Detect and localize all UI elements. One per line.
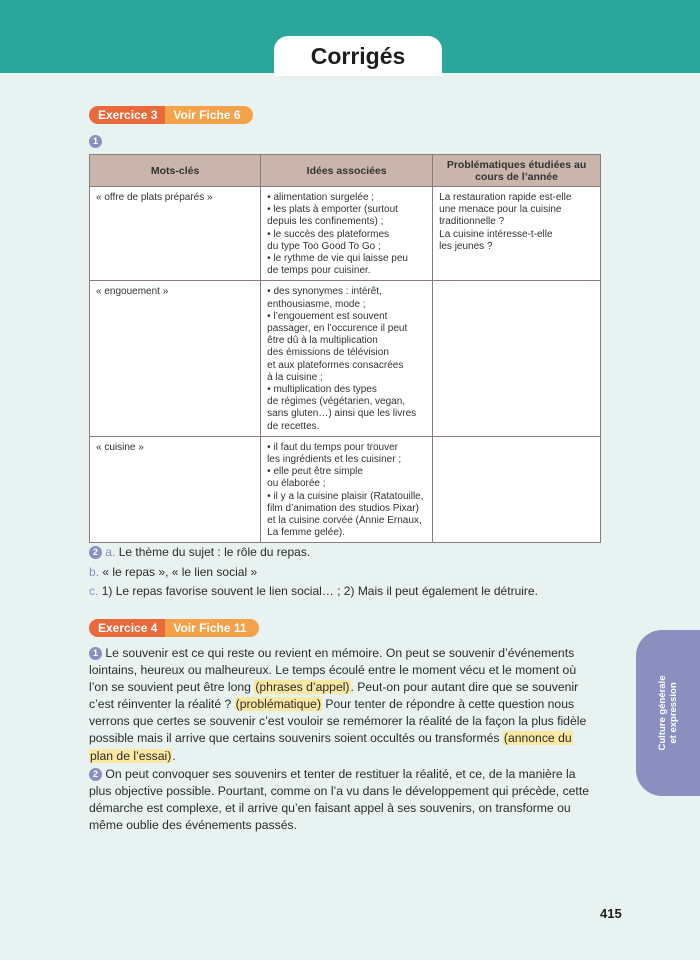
problematiques-cell	[433, 187, 601, 281]
idea-line: • les plats à emporter (surtout	[267, 204, 398, 216]
answer-b-label: b.	[89, 564, 100, 579]
text-line	[89, 748, 602, 765]
idea-line: enthousiasme, mode ;	[267, 298, 366, 310]
idea-line: • l’engouement est souvent	[267, 310, 388, 322]
text-line	[89, 766, 602, 783]
answer-b-text: « le repas », « le lien social »	[102, 564, 258, 579]
answer-c-label: c.	[89, 584, 99, 598]
idea-line: et la cuisine corvée (Annie Ernaux,	[267, 515, 422, 527]
idea-line: • le rythme de vie qui laisse peu	[267, 253, 408, 265]
idea-line: de recettes.	[267, 420, 320, 432]
answer-c	[89, 582, 538, 602]
exercise-4-label: Exercice 4	[89, 619, 165, 637]
text-line: démarche est complexe, et il arrive qu’en faisant appel à ses souvenirs, on transforme ou	[89, 801, 571, 816]
exercise-4-fiche-link[interactable]: Voir Fiche 11	[165, 619, 258, 637]
answer-a-label: a.	[105, 545, 116, 559]
page-number: 415	[600, 906, 622, 921]
problematique-line: traditionnelle ?	[439, 216, 505, 228]
text-line: plus objective possible. Pourtant, comme on l’a vu dans le développement qui précède, cette	[89, 784, 589, 799]
text-span: Le souvenir est ce qui reste ou revient en mémoire. On peut se souvenir d’événements	[105, 646, 575, 660]
idea-line: à la cuisine ;	[267, 371, 323, 383]
idea-line: ou élaborée ;	[267, 478, 326, 490]
idea-line: être dû à la multiplication	[267, 335, 378, 347]
keyword-cell: « engouement »	[90, 281, 261, 436]
idea-line: • il faut du temps pour trouver	[267, 441, 398, 453]
idea-line: de temps pour cuisiner.	[267, 265, 371, 277]
idea-line: La femme gelée).	[267, 527, 345, 539]
empty-cell	[433, 281, 601, 436]
table-row	[90, 436, 601, 543]
question-1-badge: 1	[89, 135, 102, 148]
exercise-3-tag	[89, 106, 253, 124]
highlight-problematique: (problématique)	[235, 697, 322, 712]
idea-line: les ingrédients et les cuisiner ;	[267, 454, 402, 466]
idea-line: film d’animation des studios Pixar)	[267, 502, 419, 514]
text-span: possible mais il arrive que certains souvenirs soient occultés ou transformés	[89, 731, 503, 746]
text-span: . Peut-on pour autant dire que se souvenir	[350, 680, 579, 695]
side-label-line-1: Culture générale	[657, 675, 668, 751]
problematique-line: une menace pour la cuisine	[439, 204, 562, 216]
highlight-phrases-appel: (phrases d’appel)	[255, 680, 350, 695]
header-problematiques	[433, 155, 601, 187]
exercise-3-label: Exercice 3	[89, 106, 165, 124]
header-ideas: Idées associées	[261, 155, 433, 187]
keyword-cell: « cuisine »	[90, 436, 261, 543]
header-keywords: Mots-clés	[90, 155, 261, 187]
question-1-badge: 1	[89, 647, 102, 660]
text-line	[89, 679, 602, 696]
text-line	[89, 730, 602, 747]
ideas-cell	[261, 281, 433, 436]
idea-line: depuis les confinements) ;	[267, 216, 384, 228]
table-header-row	[90, 155, 601, 187]
exercise-4-tag	[89, 619, 259, 637]
empty-cell	[433, 436, 601, 543]
exercise-4-paragraph-2	[89, 766, 602, 834]
idea-line: du type Too Good To Go ;	[267, 240, 381, 252]
question-2-badge: 2	[89, 768, 102, 781]
ideas-cell	[261, 436, 433, 543]
idea-line: et aux plateformes consacrées	[267, 359, 404, 371]
idea-line: • des synonymes : intérêt,	[267, 286, 382, 298]
answer-a	[89, 543, 538, 563]
idea-line: des émissions de télévision	[267, 347, 389, 359]
table-row	[90, 187, 601, 281]
idea-line: • multiplication des types	[267, 384, 377, 396]
keyword-cell: « offre de plats préparés »	[90, 187, 261, 281]
answer-a-text: Le thème du sujet : le rôle du repas.	[118, 545, 311, 559]
text-line: même oublie des événements passés.	[89, 818, 297, 833]
text-line	[89, 696, 602, 713]
text-line	[89, 645, 602, 662]
exercise-4-paragraph-1	[89, 645, 602, 765]
answer-c-text: 1) Le repas favorise souvent le lien social… ; 2) Mais il peut également le détruire.	[101, 584, 538, 598]
exercise-3-answers	[89, 543, 538, 602]
question-2-badge: 2	[89, 546, 102, 559]
idea-line: • alimentation surgelée ;	[267, 192, 375, 203]
text-span: Pour tenter de répondre à cette question nous	[322, 697, 575, 712]
exercise-3-fiche-link[interactable]: Voir Fiche 6	[165, 106, 252, 124]
text-span: On peut convoquer ses souvenirs et tenter de restituer la réalité, et ce, de la manière la	[105, 767, 576, 781]
side-label-line-2: et expression	[668, 682, 679, 744]
idea-line: de régimes (végétarien, vegan,	[267, 396, 406, 408]
idea-line: passager, en l’occurence il peut	[267, 323, 408, 335]
idea-line: • il y a la cuisine plaisir (Ratatouille,	[267, 490, 424, 502]
chapter-side-label	[657, 676, 679, 751]
idea-line: • elle peut être simple	[267, 466, 363, 478]
idea-line: sans gluten…) ainsi que les livres	[267, 408, 417, 420]
text-line: lointains, heureux ou malheureux. Le temps écoulé entre le moment vécu et le moment où	[89, 663, 577, 678]
problematique-line: les jeunes ?	[439, 240, 493, 252]
idea-line: • le succès des plateformes	[267, 228, 390, 240]
problematique-line: La cuisine intéresse-t-elle	[439, 228, 553, 240]
problematique-line: La restauration rapide est-elle	[439, 192, 572, 203]
page-title: Corrigés	[274, 36, 442, 76]
table-row	[90, 281, 601, 436]
ideas-cell	[261, 187, 433, 281]
answer-b	[89, 563, 538, 583]
keywords-table	[89, 154, 601, 543]
highlight-annonce-plan: plan de l’essai)	[90, 748, 172, 763]
highlight-annonce-plan: (annonce du	[503, 731, 572, 746]
text-span: .	[172, 748, 176, 763]
text-line: verrons que certes se souvenir c’est vouloir se remémorer la réalité de la façon la plus fidèle	[89, 714, 587, 729]
text-span: l’on se souvient peut être long	[89, 680, 255, 695]
text-span: c’est réinventer la réalité ?	[89, 697, 235, 712]
header-problematiques-text: Problématiques étudiées au cours de l’année	[446, 158, 587, 183]
